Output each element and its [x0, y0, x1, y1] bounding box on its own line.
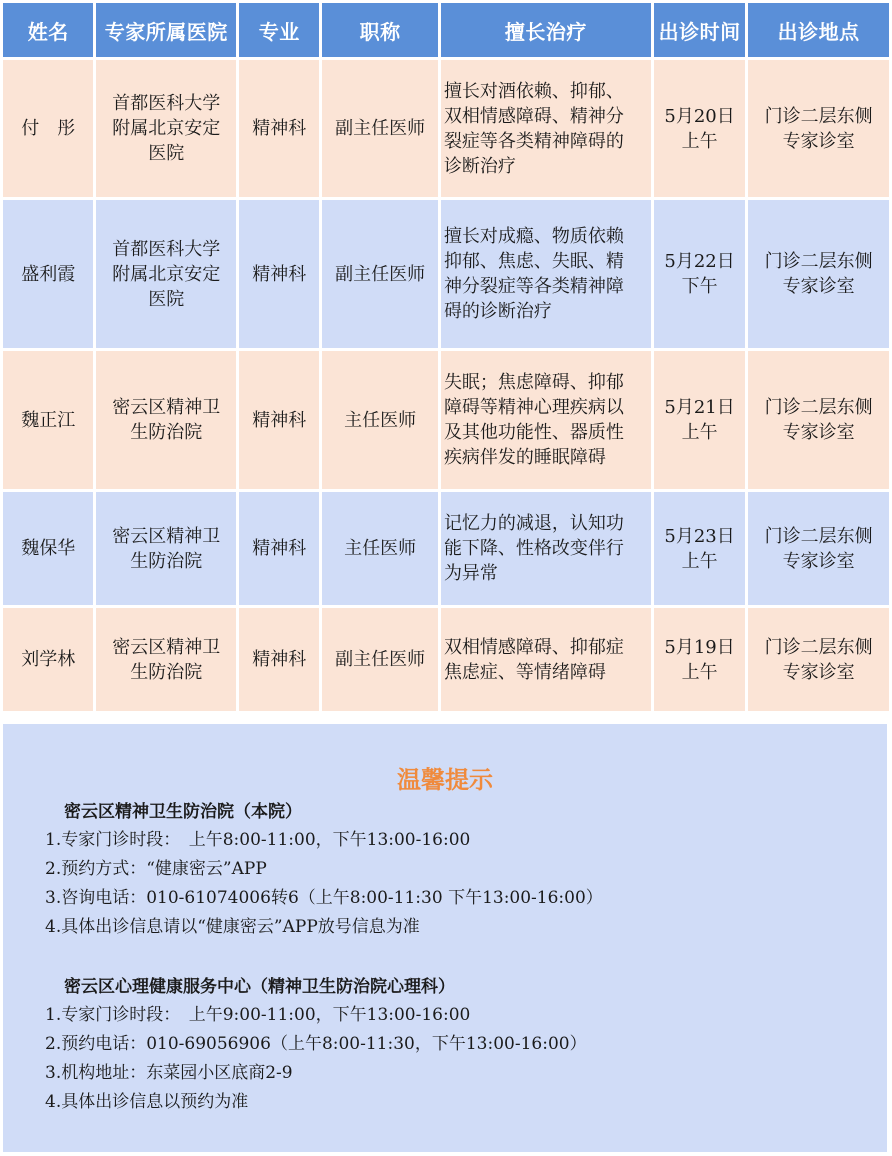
location-cell: 门诊二层东侧 专家诊室: [748, 351, 889, 489]
time-cell: 5月20日 上午: [654, 60, 745, 197]
title-cell: 主任医师: [322, 492, 438, 605]
tips-section-heading: 密云区精神卫生防治院（本院）: [64, 802, 302, 822]
expertise-cell: 双相情感障碍、抑郁症 焦虑症、等情绪障碍: [441, 608, 651, 711]
tip-line: 2.预约方式：“健康密云”APP: [45, 859, 267, 879]
hospital-cell: 密云区精神卫 生防治院: [96, 608, 236, 711]
tips-panel: [3, 724, 887, 1152]
header-time: 出诊时间: [654, 3, 745, 57]
location-cell: 门诊二层东侧 专家诊室: [748, 492, 889, 605]
location-cell: 门诊二层东侧 专家诊室: [748, 608, 889, 711]
tips-section-psych: [3, 973, 887, 1117]
tip-line: 4.具体出诊信息以预约为准: [45, 1092, 249, 1112]
hospital-cell: 首都医科大学 附属北京安定 医院: [96, 200, 236, 348]
expertise-cell: 擅长对成瘾、物质依赖 抑郁、焦虑、失眠、精 神分裂症等各类精神障 碍的诊断治疗: [441, 200, 651, 348]
time-cell: 5月19日 上午: [654, 608, 745, 711]
expertise-cell: 失眠；焦虑障碍、抑郁 障碍等精神心理疾病以 及其他功能性、器质性 疾病伴发的睡眠障碍: [441, 351, 651, 489]
header-expertise: 擅长治疗: [441, 3, 651, 57]
header-specialty: 专业: [239, 3, 319, 57]
tip-line: 3.咨询电话：010-61074006转6（上午8:00-11:30 下午13:00-16:00）: [45, 888, 603, 908]
time-cell: 5月22日 下午: [654, 200, 745, 348]
time-cell: 5月21日 上午: [654, 351, 745, 489]
hospital-cell: 首都医科大学 附属北京安定 医院: [96, 60, 236, 197]
doctor-name: 盛利霞: [3, 200, 93, 348]
header-row: [3, 3, 889, 57]
doctor-name: 刘学林: [3, 608, 93, 711]
time-cell: 5月23日 上午: [654, 492, 745, 605]
specialty-cell: 精神科: [239, 351, 319, 489]
hospital-cell: 密云区精神卫 生防治院: [96, 351, 236, 489]
specialty-cell: 精神科: [239, 60, 319, 197]
expertise-cell: 记忆力的减退，认知功 能下降、性格改变伴行 为异常: [441, 492, 651, 605]
specialty-cell: 精神科: [239, 200, 319, 348]
doctor-name: 魏保华: [3, 492, 93, 605]
table-row: [3, 608, 889, 711]
tip-line: 1.专家门诊时段： 上午9:00-11:00，下午13:00-16:00: [45, 1005, 471, 1025]
tips-title: 温馨提示: [397, 766, 493, 794]
table-row: [3, 200, 889, 348]
table-row: [3, 492, 889, 605]
title-cell: 副主任医师: [322, 200, 438, 348]
header-name: 姓名: [3, 3, 93, 57]
title-cell: 副主任医师: [322, 608, 438, 711]
table-row: [3, 60, 889, 197]
tip-line: 4.具体出诊信息请以“健康密云”APP放号信息为准: [45, 917, 420, 937]
header-hospital: 专家所属医院: [96, 3, 236, 57]
tips-section-heading: 密云区心理健康服务中心（精神卫生防治院心理科）: [64, 977, 455, 997]
header-location: 出诊地点: [748, 3, 889, 57]
expertise-cell: 擅长对酒依赖、抑郁、 双相情感障碍、精神分 裂症等各类精神障碍的 诊断治疗: [441, 60, 651, 197]
specialty-cell: 精神科: [239, 608, 319, 711]
doctor-name: 魏正江: [3, 351, 93, 489]
title-cell: 副主任医师: [322, 60, 438, 197]
tip-line: 1.专家门诊时段： 上午8:00-11:00，下午13:00-16:00: [45, 830, 471, 850]
tips-section-main: [3, 798, 887, 942]
header-title: 职称: [322, 3, 438, 57]
hospital-cell: 密云区精神卫 生防治院: [96, 492, 236, 605]
tip-line: 3.机构地址：东菜园小区底商2-9: [45, 1063, 293, 1083]
location-cell: 门诊二层东侧 专家诊室: [748, 60, 889, 197]
tip-line: 2.预约电话：010-69056906（上午8:00-11:30，下午13:00-16:00）: [45, 1034, 587, 1054]
location-cell: 门诊二层东侧 专家诊室: [748, 200, 889, 348]
table-row: [3, 351, 889, 489]
doctor-name: 付 彤: [3, 60, 93, 197]
specialty-cell: 精神科: [239, 492, 319, 605]
title-cell: 主任医师: [322, 351, 438, 489]
